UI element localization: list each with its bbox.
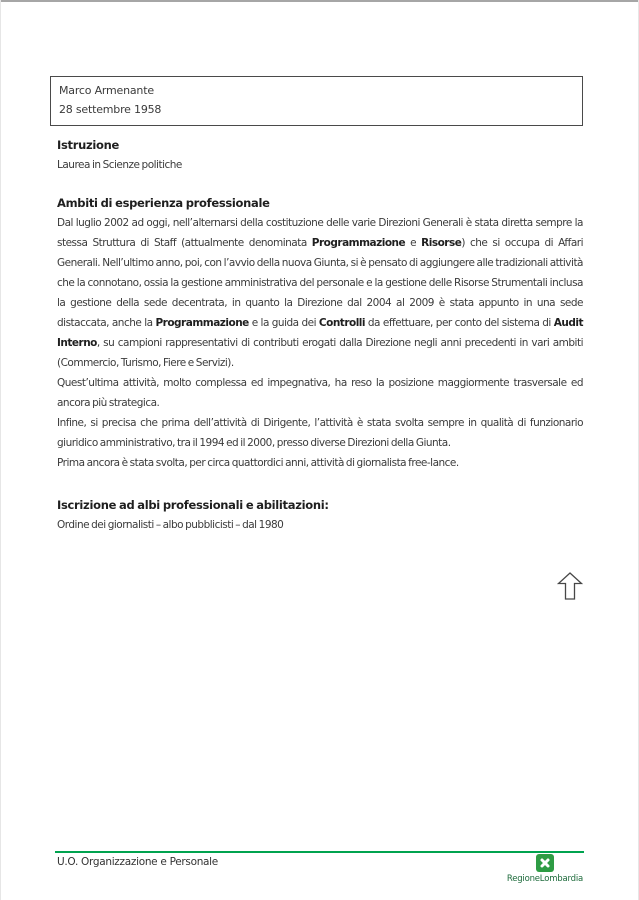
back-to-top-button[interactable] (557, 572, 583, 600)
section-albi (57, 495, 583, 535)
esperienza-paragraph-1: Dal luglio 2002 ad oggi, nell’alternarsi della costituzione delle varie Direzioni Generali è stata diretta sempre la stessa Struttura di Staff (attualmente denominata Programmazione e Risorse) che si occupa di Affari Generali. Nell’ultimo anno, poi, con l’avvio della nuova Giunta, si è pensato di aggiungere alle tradizionali attività che la connotano, ossia la gestione amministrativa del personale e la gestione delle Risorse Strumentali inclusa la gestione della sede decentrata, in quanto la Direzione dal 2004 al 2009 è stata appunto in una sede distaccata, anche la Programmazione e la guida dei Controlli da effettuare, per conto del sistema di Audit Interno, su campioni rappresentativi di contributi erogati dalla Direzione negli anni precedenti in vari ambiti (Commercio, Turismo, Fiere e Servizi). (57, 217, 583, 369)
regione-lombardia-logo (507, 854, 583, 884)
istruzione-body: Laurea in Scienze politiche (57, 159, 182, 171)
footer-unit-text: U.O. Organizzazione e Personale (57, 856, 218, 868)
personal-info-box (50, 76, 583, 126)
istruzione-heading: Istruzione (57, 138, 120, 152)
footer-divider (55, 851, 584, 853)
section-istruzione (57, 135, 583, 175)
esperienza-paragraph-3: Infine, si precisa che prima dell’attività di Dirigente, l’attività è stata svolta sempre in qualità di funzionario giuridico amministrativo, tra il 1994 ed il 2000, presso diverse Direzioni della Giunta. (57, 417, 583, 449)
up-arrow-icon (557, 588, 583, 603)
esperienza-paragraph-2: Quest’ultima attività, molto complessa ed impegnativa, ha reso la posizione maggiormente trasversale ed ancora più strategica. (57, 377, 583, 409)
birth-date: 28 settembre 1958 (59, 103, 162, 116)
logo-label: RegioneLombardia (506, 874, 583, 884)
document-body (57, 135, 583, 535)
page-top-border (0, 0, 639, 2)
albi-body: Ordine dei giornalisti – albo pubblicisti – dal 1980 (57, 519, 284, 531)
esperienza-paragraph-4: Prima ancora è stata svolta, per circa quattordici anni, attività di giornalista free-lance. (57, 457, 459, 469)
rosa-camuna-icon (536, 854, 554, 872)
albi-heading: Iscrizione ad albi professionali e abilitazioni: (57, 498, 329, 512)
esperienza-heading: Ambiti di esperienza professionale (57, 196, 270, 210)
person-name: Marco Armenante (59, 84, 154, 97)
section-esperienza (57, 193, 583, 473)
page-left-border (0, 0, 1, 900)
